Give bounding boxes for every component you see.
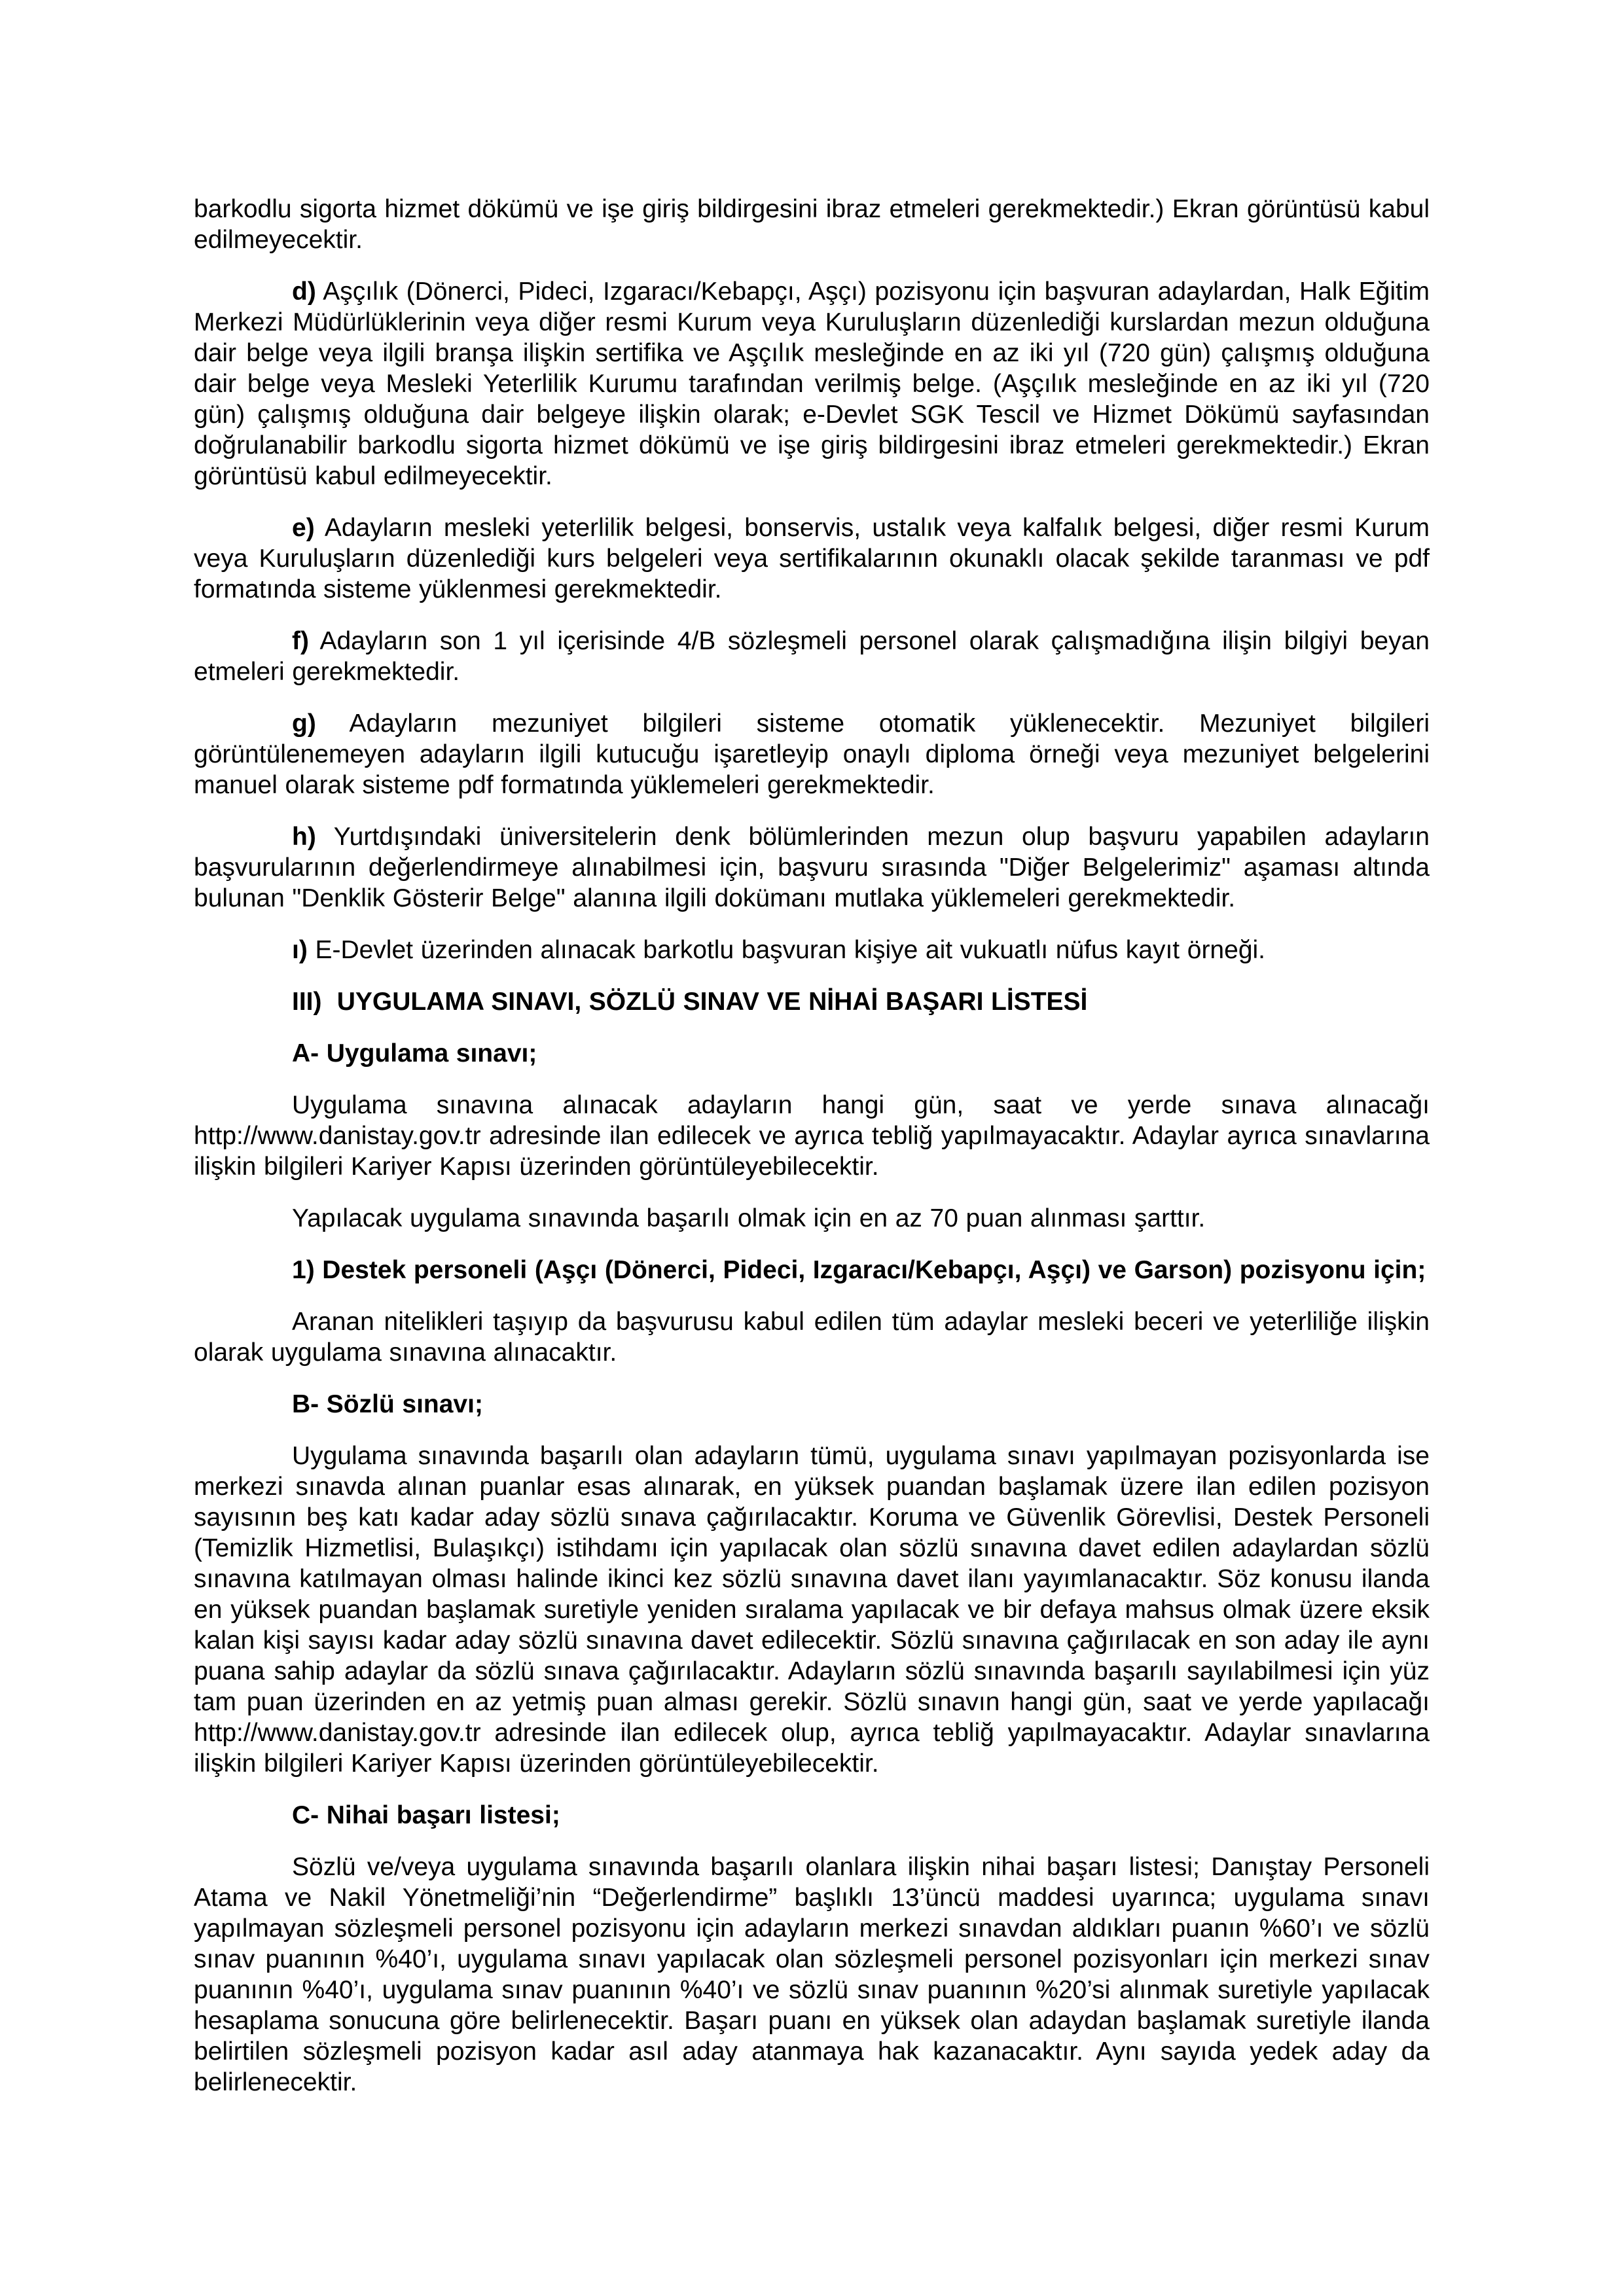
paragraph-text: Adayların mesleki yeterlilik belgesi, bonservis, ustalık veya kalfalık belgesi, diğer resmi Kurum veya Kuruluşların düzenlediği kurs belgeleri veya sertifikalarının okunaklı olacak şekilde taranması ve pdf formatında sisteme yüklenmesi gerekmektedir. — [194, 514, 1430, 603]
clause-label: ı) — [292, 936, 308, 964]
clause-f — [194, 626, 1430, 687]
clause-d — [194, 276, 1430, 492]
heading-text: Uygulama sınavı; — [319, 1039, 537, 1067]
paragraph-text: Aşçılık (Dönerci, Pideci, Izgaracı/Kebapçı, Aşçı) pozisyonu için başvuran adaylardan, Halk Eğitim Merkezi Müdürlüklerinin veya diğer resmi Kurum veya Kuruluşların düzenlediği kurslardan mezun olduğuna dair belge veya ilgili branşa ilişkin sertifika ve Aşçılık mesleğinde en az iki yıl (720 gün) çalışmış olduğuna dair belge veya Mesleki Yeterlilik Kurumu tarafından verilmiş belge. (Aşçılık mesleğinde en az iki yıl (720 gün) çalışmış olduğuna dair belgeye ilişkin olarak; e-Devlet SGK Tescil ve Hizmet Dökümü sayfasından doğrulanabilir barkodlu sigorta hizmet dökümü ve işe giriş bildirgesini ibraz etmeleri gerekmektedir.) Ekran görüntüsü kabul edilmeyecektir. — [194, 278, 1430, 490]
clause-label: e) — [292, 514, 315, 542]
paragraph-text: Adayların son 1 yıl içerisinde 4/B sözleşmeli personel olarak çalışmadığına ilişin bilgiyi beyan etmeleri gerekmektedir. — [194, 627, 1430, 686]
clause-label: h) — [292, 823, 316, 851]
clause-label: g) — [292, 709, 316, 738]
clause-i — [194, 935, 1430, 965]
heading-label: A- — [292, 1039, 319, 1067]
paragraph-text: Yapılacak uygulama sınavında başarılı olmak için en az 70 puan alınması şarttır. — [292, 1204, 1206, 1232]
paragraph-text: Aranan nitelikleri taşıyıp da başvurusu kabul edilen tüm adaylar mesleki beceri ve yeterliliğe ilişkin olarak uygulama sınavına alınacaktır. — [194, 1308, 1430, 1367]
paragraph-continuation — [194, 194, 1430, 255]
paragraph-text: Yurtdışındaki üniversitelerin denk bölümlerinden mezun olup başvuru yapabilen adayların başvurularının değerlendirmeye alınabilmesi için, başvuru sırasında "Diğer Belgelerimiz" aşaması altında bulunan "Denklik Gösterir Belge" alanına ilgili dokümanı mutlaka yüklemeleri gerekmektedir. — [194, 823, 1430, 912]
paragraph-text: Adayların mezuniyet bilgileri sisteme otomatik yüklenecektir. Mezuniyet bilgileri görüntülenemeyen adayların ilgili kutucuğu işaretleyip onaylı diploma örneği veya mezuniyet belgelerini manuel olarak sisteme pdf formatında yüklemeleri gerekmektedir. — [194, 709, 1430, 799]
heading-label: III) — [292, 988, 322, 1016]
paragraph-qualified-candidates — [194, 1306, 1430, 1368]
heading-section-3 — [194, 986, 1430, 1017]
paragraph-practical-exam-announcement — [194, 1090, 1430, 1182]
clause-e — [194, 512, 1430, 605]
heading-oral-exam — [194, 1389, 1430, 1420]
paragraph-text: E-Devlet üzerinden alınacak barkotlu başvuran kişiye ait vukuatlı nüfus kayıt örneği. — [307, 936, 1266, 964]
paragraph-oral-exam-details — [194, 1441, 1430, 1779]
paragraph-text: Sözlü ve/veya uygulama sınavında başarılı olanlara ilişkin nihai başarı listesi; Danıştay Personeli Atama ve Nakil Yönetmeliği’nin “Değerlendirme” başlıklı 13’üncü maddesi uyarınca; uygulama sınavı yapılmayan sözleşmeli personel pozisyonu için adayların merkezi sınavdan aldıkları puanın %60’ı ve sözlü sınav puanının %40’ı, uygulama sınavı yapılacak olan sözleşmeli personel pozisyonları için merkezi sınav puanının %40’ı, uygulama sınav puanının %40’ı ve sözlü sınav puanının %20’si alınmak suretiyle yapılacak hesaplama sonucuna göre belirlenecektir. Başarı puanı en yüksek olan adaydan başlamak suretiyle ilanda belirtilen sözleşmeli pozisyon kadar asıl aday atanmaya hak kazanacaktır. Aynı sayıda yedek aday da belirlenecektir. — [194, 1853, 1430, 2096]
paragraph-text: barkodlu sigorta hizmet dökümü ve işe giriş bildirgesini ibraz etmeleri gerekmektedir.) Ekran görüntüsü kabul edilmeyecektir. — [194, 195, 1430, 254]
paragraph-final-list-details — [194, 1852, 1430, 2098]
heading-text: Nihai başarı listesi; — [319, 1801, 560, 1829]
document-text-block — [194, 194, 1430, 2119]
heading-support-staff-position — [194, 1255, 1430, 1285]
heading-label: 1) — [292, 1256, 315, 1284]
clause-h — [194, 821, 1430, 914]
heading-final-success-list — [194, 1800, 1430, 1831]
paragraph-text: Uygulama sınavına alınacak adayların hangi gün, saat ve yerde sınava alınacağı http://www.danistay.gov.tr adresinde ilan edilecek ve ayrıca tebliğ yapılmayacaktır. Adaylar ayrıca sınavlarına ilişkin bilgileri Kariyer Kapısı üzerinden görüntüleyebilecektir. — [194, 1091, 1430, 1181]
heading-label: C- — [292, 1801, 319, 1829]
heading-text: Destek personeli (Aşçı (Dönerci, Pideci, Izgaracı/Kebapçı, Aşçı) ve Garson) pozisyonu için; — [314, 1256, 1426, 1284]
clause-label: f) — [292, 627, 309, 655]
heading-text: Sözlü sınavı; — [319, 1390, 483, 1418]
heading-practical-exam — [194, 1038, 1430, 1069]
heading-text: UYGULAMA SINAVI, SÖZLÜ SINAV VE NİHAİ BAŞARI LİSTESİ — [321, 988, 1088, 1016]
paragraph-passing-score — [194, 1203, 1430, 1234]
clause-g — [194, 708, 1430, 800]
clause-label: d) — [292, 278, 316, 306]
paragraph-text: Uygulama sınavında başarılı olan adayların tümü, uygulama sınavı yapılmayan pozisyonlarda ise merkezi sınavda alınan puanlar esas alınarak, en yüksek puandan başlamak üzere ilan edilen pozisyon sayısının beş katı kadar aday sözlü sınava çağırılacaktır. Koruma ve Güvenlik Görevlisi, Destek Personeli (Temizlik Hizmetlisi, Bulaşıkçı) istihdamı için yapılacak olan sözlü sınavına davet edilen adaylardan sözlü sınavına katılmayan olması halinde ikinci kez sözlü sınavına davet ilanı yayımlanacaktır. Söz konusu ilanda en yüksek puandan başlamak suretiyle yeniden sıralama yapılacak ve bir defaya mahsus olmak üzere eksik kalan kişi sayısı kadar aday sözlü sınavına davet edilecektir. Sözlü sınavına çağırılacak en son aday ile aynı puana sahip adaylar da sözlü sınava çağırılacaktır. Adayların sözlü sınavında başarılı sayılabilmesi için yüz tam puan üzerinden en az yetmiş puan alması gerekir. Sözlü sınavın hangi gün, saat ve yerde yapılacağı http://www.danistay.gov.tr adresinde ilan edilecek olup, ayrıca tebliğ yapılmayacaktır. Adaylar sınavlarına ilişkin bilgileri Kariyer Kapısı üzerinden görüntüleyebilecektir. — [194, 1442, 1430, 1778]
heading-label: B- — [292, 1390, 319, 1418]
